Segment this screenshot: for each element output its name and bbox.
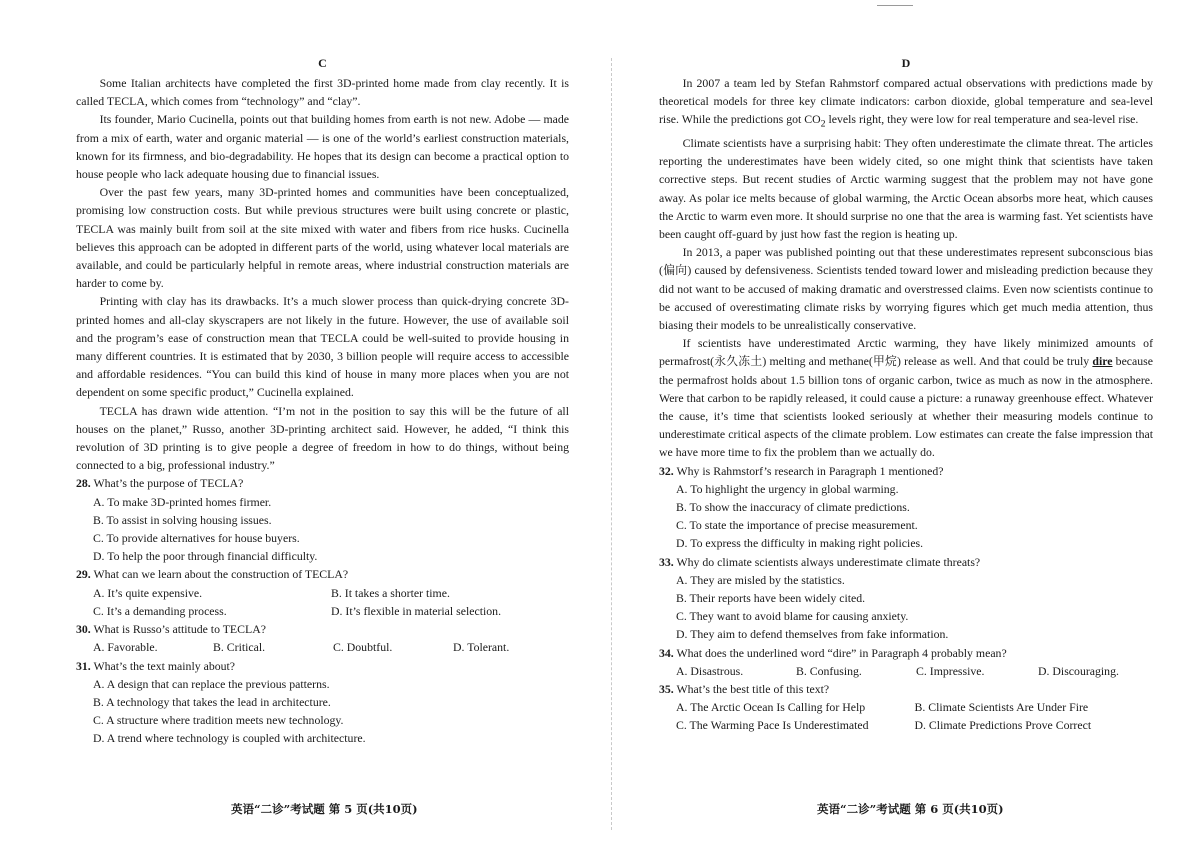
option-28c: C. To provide alternatives for house buyers. (93, 531, 300, 546)
paragraph-d4-part1: If scientists have underestimated Arctic warming, they have likely minimized amounts of permafrost(永久冻土) melting and methane(甲烷) release as well. And that could be truly (659, 336, 1153, 369)
question-number: 33. (659, 554, 674, 569)
option-30d: D. Tolerant. (453, 640, 510, 655)
option-31b: B. A technology that takes the lead in architecture. (93, 694, 331, 709)
option-35b: B. Climate Scientists Are Under Fire (914, 700, 1089, 715)
question-number: 28. (76, 476, 91, 491)
question-text: What can we learn about the construction of TECLA? (93, 567, 349, 582)
question-number: 30. (76, 622, 91, 637)
question-text: What’s the purpose of TECLA? (93, 476, 244, 491)
question-31 (76, 657, 569, 675)
option-32b: B. To show the inaccuracy of climate predictions. (676, 500, 910, 515)
option-33a: A. They are misled by the statistics. (676, 572, 845, 587)
option-28b: B. To assist in solving housing issues. (93, 512, 272, 527)
option-30a: A. Favorable. (93, 640, 158, 655)
question-text: What’s the best title of this text? (676, 682, 830, 697)
option-30c: C. Doubtful. (333, 640, 393, 655)
section-title-d: D (901, 56, 911, 70)
question-35 (659, 680, 1153, 698)
option-33c: C. They want to avoid blame for causing anxiety. (676, 609, 909, 624)
co2-subscript: 2 (820, 118, 826, 130)
paragraph-d2: Climate scientists have a surprising habit: They often underestimate the climate threat. The articles reporting the underestimates have been widely cited, so one might think that scientists have taken corrective steps. But recent studies of Arctic warming suggest that the problem may not have gone away. As polar ice melts because of global warming, the Arctic Ocean absorbs more heat, which causes the Arctic to warm even more. It should surprise no one that the area is warming fast. Yet scientists have been caught off-guard by just how fast the region is heating up. (659, 135, 1153, 241)
option-31d: D. A trend where technology is coupled with architecture. (93, 731, 366, 746)
underlined-word-dire: dire (1092, 354, 1113, 369)
question-29 (76, 565, 569, 583)
question-text: What’s the text mainly about? (93, 658, 236, 673)
paragraph-d1-part2: levels right, they were low for real temperature and sea-level rise. (825, 112, 1139, 127)
option-29c: C. It’s a demanding process. (93, 603, 227, 618)
option-34d: D. Discouraging. (1038, 663, 1119, 678)
right-page (659, 56, 1153, 735)
question-33 (659, 553, 1153, 571)
question-32 (659, 462, 1153, 480)
paragraph-c2: Its founder, Mario Cucinella, points out that building homes from earth is not new. Adobe — made from a mix of earth, water and organic material — is one of the world’s earliest construction materials, known for its firmness, and bio-degradability. He hopes that its design can become a practical option to house people who lack adequate housing due to financial issues. (76, 112, 569, 182)
question-28 (76, 474, 569, 492)
question-number: 32. (659, 463, 674, 478)
paragraph-d1-part1: In 2007 a team led by Stefan Rahmstorf compared actual observations with predictions made by theoretical models for three key climate indicators: carbon dioxide, global temperature and sea-level rise. While the predictions got CO (659, 76, 1153, 127)
options-row (676, 662, 1153, 680)
options-row (93, 602, 569, 620)
option-35d: D. Climate Predictions Prove Correct (914, 718, 1092, 733)
paragraph-d3: In 2013, a paper was published pointing out that these underestimates represent subconscious bias (偏向) caused by defensiveness. Scientists tended toward lower and misleading prediction because they did not want to be accused of making dramatic and overstressed claims. Even now scientists continue to be accused of overestimating climate risks by worrying figures which get much media attention, thus biasing their models to be unrealistically conservative. (659, 245, 1153, 332)
option-33b: B. Their reports have been widely cited. (676, 591, 866, 606)
option-33d: D. They aim to defend themselves from fake information. (676, 627, 949, 642)
question-30 (76, 620, 569, 638)
options-row (93, 638, 569, 656)
question-number: 31. (76, 658, 91, 673)
option-29a: A. It’s quite expensive. (93, 585, 203, 600)
option-28a: A. To make 3D-printed homes firmer. (93, 494, 272, 509)
paragraph-c1: Some Italian architects have completed the first 3D-printed home made from clay recently. It is called TECLA, which comes from “technology” and “clay”. (76, 76, 569, 109)
option-32a: A. To highlight the urgency in global warming. (676, 481, 899, 496)
question-text: What is Russo’s attitude to TECLA? (93, 622, 266, 637)
options-row (93, 584, 569, 602)
question-text: Why do climate scientists always underestimate climate threats? (676, 554, 981, 569)
option-34c: C. Impressive. (916, 663, 985, 678)
option-29b: B. It takes a shorter time. (331, 585, 450, 600)
paragraph-c3: Over the past few years, many 3D-printed homes and communities have been conceptualized, promising low construction costs. But while previous structures were built using concrete or plastic, TECLA was mainly built from soil at the site mixed with water and fibers from rice husks. Cucinella believes this approach can be adopted in different parts of the world, using whatever local materials are available, and could be particularly helpful in remote areas, where industrial construction materials are harder to come by. (76, 185, 569, 291)
paragraph-c4: Printing with clay has its drawbacks. It’s a much slower process than quick-drying concrete 3D-printed homes and all-clay skyscrapers are not likely in the future. However, the use of available soil and the program’s ease of construction mean that TECLA could be well-suited to provide housing in many different countries. It is estimated that by 2030, 3 billion people will require access to accessible and affordable residences. “You can build this kind of house in many more places when you are not dependent on some specific product,” Cucinella explained. (76, 294, 569, 400)
option-29d: D. It’s flexible in material selection. (331, 603, 502, 618)
question-text: Why is Rahmstorf’s research in Paragraph 1 mentioned? (676, 463, 944, 478)
option-32d: D. To express the difficulty in making right policies. (676, 536, 924, 551)
section-title-c: C (318, 56, 327, 70)
page-footer-right: 英语“二诊”考试题 第 6 页(共10页) (817, 802, 1004, 816)
question-number: 35. (659, 682, 674, 697)
page-divider (611, 58, 612, 830)
option-31a: A. A design that can replace the previous patterns. (93, 676, 330, 691)
page-footer-left: 英语“二诊”考试题 第 5 页(共10页) (231, 802, 418, 816)
question-number: 34. (659, 645, 674, 660)
option-34b: B. Confusing. (796, 663, 862, 678)
left-page (76, 56, 569, 748)
options-row (676, 716, 1153, 734)
option-32c: C. To state the importance of precise measurement. (676, 518, 918, 533)
option-28d: D. To help the poor through financial difficulty. (93, 549, 318, 564)
options-row (676, 698, 1153, 716)
top-mark-line (877, 5, 913, 6)
option-35a: A. The Arctic Ocean Is Calling for Help (676, 700, 866, 715)
option-35c: C. The Warming Pace Is Underestimated (676, 718, 869, 733)
question-34 (659, 644, 1153, 662)
question-number: 29. (76, 567, 91, 582)
paragraph-c5: TECLA has drawn wide attention. “I’m not in the position to say this will be the future of all houses on the planet,” Russo, another 3D-printing architect said. However, he added, “I think this revolution of 3D printing is to give people a degree of freedom in how to do things, without being connected to a big, professional industry.” (76, 403, 569, 473)
paragraph-d4 (659, 334, 1153, 461)
option-31c: C. A structure where tradition meets new technology. (93, 713, 344, 728)
option-30b: B. Critical. (213, 640, 266, 655)
paragraph-d4-part2: because the permafrost holds about 1.5 billion tons of organic carbon, twice as much as now in the atmosphere. Were that carbon to be rapidly released, it could cause a picture: a runaway greenhouse effect. Whatever the cause, it’s time that scientists looked seriously at whether their measuring models continue to underestimate critical aspects of the climate problem. Low estimates can create the false impression that we have more time to fix the problem than we actually do. (659, 354, 1154, 460)
option-34a: A. Disastrous. (676, 663, 744, 678)
question-text: What does the underlined word “dire” in Paragraph 4 probably mean? (676, 645, 1007, 660)
paragraph-d1 (659, 74, 1153, 134)
